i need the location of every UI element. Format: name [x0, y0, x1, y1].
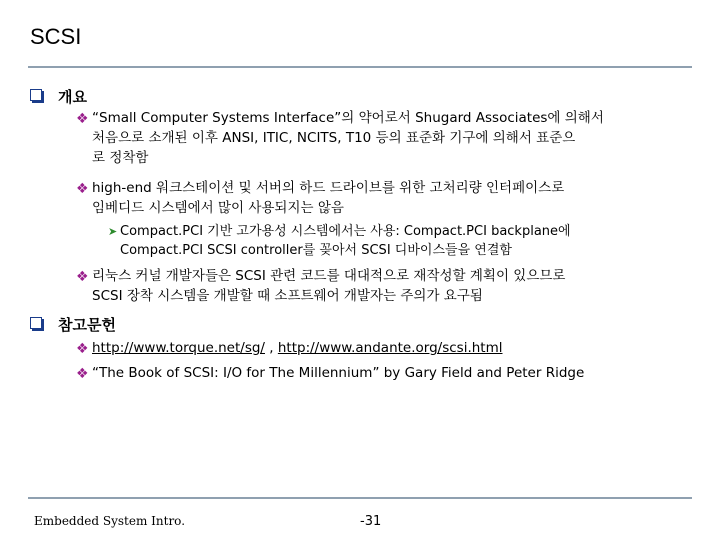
bullet-line: 처음으로 소개된 이후 ANSI, ITIC, NCITS, T10 등의 표준화 기구에 의해서 표준으: [92, 130, 576, 146]
bullet-line: 임베디드 시스템에서 많이 사용되지는 않음: [92, 200, 344, 216]
square-bullet-icon: [30, 89, 42, 101]
link-andante[interactable]: http://www.andante.org/scsi.html: [277, 340, 503, 356]
bullet-line: SCSI 장착 시스템을 개발할 때 소프트웨어 개발자는 주의가 요구됨: [92, 288, 483, 304]
diamond-bullet-icon: ❖: [76, 341, 89, 357]
square-bullet-icon: [30, 317, 42, 329]
bullet-line: 로 정착함: [92, 150, 149, 166]
sub-bullet-line: Compact.PCI SCSI controller를 꽂아서 SCSI 디바이스들을 연결함: [120, 243, 512, 258]
bullet-line: “Small Computer Systems Interface”의 약어로서 Shugard Associates에 의해서: [92, 110, 604, 126]
bullet-line: 리눅스 커널 개발자들은 SCSI 관련 코드를 대대적으로 재작성할 계획이 있으므로: [92, 268, 566, 284]
slide-title: SCSI: [30, 24, 82, 49]
diamond-bullet-icon: ❖: [76, 366, 89, 382]
section-heading: 참고문헌: [58, 316, 116, 334]
bullet-line: “The Book of SCSI: I/O for The Millennium” by Gary Field and Peter Ridge: [92, 365, 585, 381]
bullet-line: high-end 워크스테이션 및 서버의 하드 드라이브를 위한 고처리량 인터페이스로: [92, 180, 565, 196]
link-torque[interactable]: http://www.torque.net/sg/: [92, 340, 265, 356]
page-number: -31: [360, 514, 382, 529]
footer-divider: [28, 497, 692, 499]
diamond-bullet-icon: ❖: [76, 181, 89, 197]
arrow-bullet-icon: ➤: [108, 225, 118, 238]
footer-label: Embedded System Intro.: [34, 514, 186, 528]
diamond-bullet-icon: ❖: [76, 269, 89, 285]
title-divider: [28, 66, 692, 68]
section-heading: 개요: [58, 88, 87, 106]
diamond-bullet-icon: ❖: [76, 111, 89, 127]
sub-bullet-line: Compact.PCI 기반 고가용성 시스템에서는 사용: Compact.PCI backplane에: [120, 224, 571, 239]
link-separator: ,: [264, 340, 278, 356]
